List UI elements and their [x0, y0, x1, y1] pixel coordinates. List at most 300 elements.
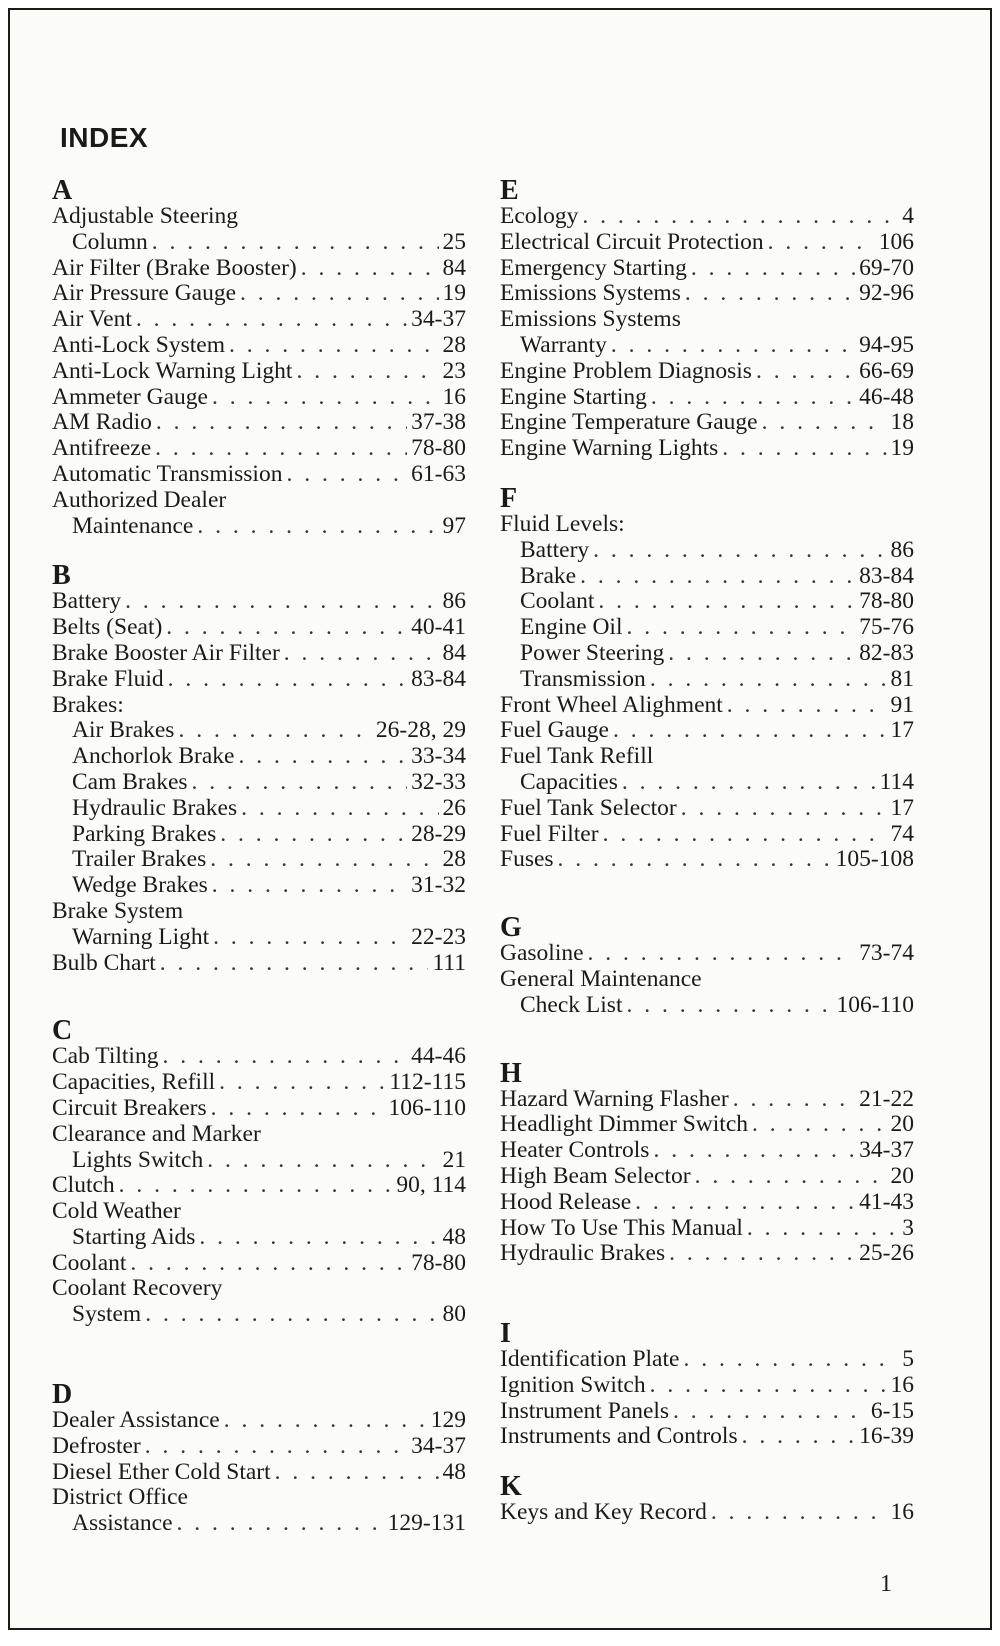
- index-entry: [500, 1087, 914, 1113]
- index-entry: [52, 899, 466, 925]
- entry-label: Column: [72, 228, 148, 255]
- leader-dots: [582, 204, 898, 230]
- section-letter: D: [52, 1379, 73, 1411]
- entry-page: 114: [879, 768, 914, 795]
- leader-dots: [622, 770, 876, 796]
- entry-label: Automatic Transmission: [52, 460, 283, 487]
- leader-dots: [669, 1241, 855, 1267]
- entry-label: Lights Switch: [72, 1146, 204, 1173]
- index-entry: [52, 1276, 466, 1302]
- index-section-i: [500, 1319, 914, 1450]
- index-entry: [52, 1096, 466, 1122]
- entry-page: 106-110: [388, 1094, 466, 1121]
- leader-dots: [296, 359, 438, 385]
- leader-dots: [650, 667, 887, 693]
- index-entry: [52, 1302, 466, 1328]
- entry-label: Brake: [520, 562, 577, 589]
- index-entry: [52, 204, 466, 230]
- entry-page: 21: [442, 1146, 466, 1173]
- entry-label: Anchorlok Brake: [72, 743, 235, 770]
- entry-page: 26: [442, 794, 466, 821]
- entry-page: 25: [442, 228, 466, 255]
- entry-label: Emergency Starting: [500, 254, 687, 281]
- entry-page: 80: [442, 1301, 466, 1328]
- leader-dots: [156, 410, 407, 436]
- entry-label: Fluid Levels:: [500, 510, 625, 537]
- leader-dots: [683, 1347, 898, 1373]
- entry-page: 75-76: [859, 614, 914, 641]
- entry-page: 84: [442, 254, 466, 281]
- entry-label: Parking Brakes: [72, 820, 217, 847]
- entry-label: Transmission: [520, 665, 646, 692]
- entry-label: Engine Starting: [500, 383, 647, 410]
- index-entry: [500, 718, 914, 744]
- index-entry: [500, 589, 914, 615]
- section-letter: B: [52, 560, 71, 592]
- index-entry: [52, 822, 466, 848]
- entry-page: 78-80: [411, 435, 466, 462]
- entry-page: 19: [890, 435, 914, 462]
- entry-label: Bulb Chart: [52, 949, 156, 976]
- entry-page: 18: [890, 409, 914, 436]
- index-entry: [52, 718, 466, 744]
- entry-label: Anti-Lock System: [52, 331, 225, 358]
- index-section-e: [500, 176, 914, 462]
- index-section-a: [52, 176, 466, 539]
- entry-label: Circuit Breakers: [52, 1094, 207, 1121]
- leader-dots: [653, 1138, 855, 1164]
- leader-dots: [593, 538, 886, 564]
- index-entry: [500, 385, 914, 411]
- entry-label: Air Vent: [52, 306, 132, 333]
- index-entry: [500, 307, 914, 333]
- index-entry: [52, 615, 466, 641]
- index-entry: [52, 1044, 466, 1070]
- entry-page: 28: [442, 331, 466, 358]
- leader-dots: [762, 410, 887, 436]
- index-entry: [52, 462, 466, 488]
- entry-page: 20: [890, 1111, 914, 1138]
- leader-dots: [178, 718, 371, 744]
- section-letter: F: [500, 482, 518, 514]
- leader-dots: [239, 744, 408, 770]
- index-entry: [52, 1251, 466, 1277]
- index-entry: [500, 1500, 914, 1526]
- entry-label: Fuses: [500, 846, 554, 873]
- entry-label: Fuel Filter: [500, 820, 599, 847]
- index-entry: [500, 512, 914, 538]
- entry-label: Brake Booster Air Filter: [52, 639, 280, 666]
- leader-dots: [145, 1302, 438, 1328]
- entry-label: Air Pressure Gauge: [52, 280, 237, 307]
- index-entry: [52, 925, 466, 951]
- index-entry: [52, 359, 466, 385]
- index-entry: [52, 693, 466, 719]
- index-entry: [52, 589, 466, 615]
- index-entry: [500, 359, 914, 385]
- index-entry: [52, 1173, 466, 1199]
- leader-dots: [155, 436, 407, 462]
- entry-label: AM Radio: [52, 409, 152, 436]
- leader-dots: [651, 385, 855, 411]
- section-letter: E: [500, 175, 519, 206]
- index-section-d: [52, 1380, 466, 1537]
- entry-page: 94-95: [859, 331, 914, 358]
- leader-dots: [722, 436, 886, 462]
- leader-dots: [125, 589, 438, 615]
- entry-page: 25-26: [859, 1240, 914, 1267]
- leader-dots: [145, 1434, 407, 1460]
- leader-dots: [241, 796, 438, 822]
- leader-dots: [650, 1373, 887, 1399]
- entry-page: 83-84: [411, 665, 466, 692]
- index-section-b: [52, 561, 466, 976]
- entry-label: Capacities: [520, 768, 618, 795]
- page-number: 1: [880, 1571, 892, 1597]
- entry-label: Brake Fluid: [52, 665, 164, 692]
- entry-label: Heater Controls: [500, 1137, 650, 1164]
- entry-label: Battery: [520, 536, 590, 563]
- entry-page: 86: [442, 588, 466, 615]
- entry-page: 34-37: [411, 306, 466, 333]
- entry-page: 28: [442, 846, 466, 873]
- entry-label: Identification Plate: [500, 1346, 680, 1373]
- entry-label: Coolant: [520, 588, 595, 615]
- entry-label: Ignition Switch: [500, 1371, 646, 1398]
- index-entry: [500, 281, 914, 307]
- index-entry: [500, 230, 914, 256]
- index-entry: [52, 1408, 466, 1434]
- index-entry: [52, 1225, 466, 1251]
- entry-label: Warning Light: [72, 923, 210, 950]
- index-section-h: [500, 1059, 914, 1268]
- leader-dots: [635, 1190, 855, 1216]
- leader-dots: [727, 693, 887, 719]
- entry-label: Adjustable Steering: [52, 203, 239, 229]
- index-entry: [52, 1148, 466, 1174]
- entry-page: 26-28, 29: [375, 717, 466, 744]
- index-entry: [500, 667, 914, 693]
- index-entry: [500, 256, 914, 282]
- leader-dots: [580, 564, 855, 590]
- entry-page: 83-84: [859, 562, 914, 589]
- index-entry: [52, 410, 466, 436]
- leader-dots: [220, 822, 407, 848]
- entry-page: 66-69: [859, 357, 914, 384]
- leader-dots: [613, 718, 887, 744]
- index-entry: [500, 822, 914, 848]
- leader-dots: [136, 307, 407, 333]
- index-entry: [52, 488, 466, 514]
- leader-dots: [673, 1399, 867, 1425]
- leader-dots: [681, 796, 887, 822]
- entry-page: 16: [890, 1371, 914, 1398]
- entry-label: Hood Release: [500, 1188, 632, 1215]
- leader-dots: [752, 1112, 886, 1138]
- entry-label: Anti-Lock Warning Light: [52, 357, 293, 384]
- index-section-c: [52, 1016, 466, 1328]
- leader-dots: [668, 641, 855, 667]
- leader-dots: [711, 1500, 887, 1526]
- entry-label: Hydraulic Brakes: [500, 1240, 666, 1267]
- leader-dots: [177, 1511, 384, 1537]
- entry-label: High Beam Selector: [500, 1162, 691, 1189]
- entry-label: General Maintenance: [500, 965, 702, 992]
- leader-dots: [733, 1087, 855, 1113]
- entry-page: 82-83: [859, 639, 914, 666]
- entry-label: Capacities, Refill: [52, 1069, 216, 1096]
- leader-dots: [166, 615, 407, 641]
- index-entry: [52, 667, 466, 693]
- index-entry: [500, 770, 914, 796]
- entry-label: Electrical Circuit Protection: [500, 228, 764, 255]
- entry-label: Diesel Ether Cold Start: [52, 1458, 271, 1485]
- entry-label: Fuel Tank Refill: [500, 743, 654, 770]
- entry-page: 111: [432, 949, 466, 976]
- entry-label: System: [72, 1301, 142, 1328]
- index-entry: [52, 256, 466, 282]
- section-letter: C: [52, 1015, 73, 1047]
- index-entry: [500, 796, 914, 822]
- entry-page: 48: [442, 1458, 466, 1485]
- page-title: INDEX: [60, 122, 149, 153]
- leader-dots: [284, 641, 439, 667]
- leader-dots: [212, 385, 439, 411]
- index-column-left: [52, 176, 466, 1537]
- index-entry: [52, 796, 466, 822]
- leader-dots: [210, 847, 438, 873]
- entry-page: 17: [890, 794, 914, 821]
- entry-label: Power Steering: [520, 639, 665, 666]
- entry-label: Cold Weather: [52, 1198, 181, 1225]
- index-entry: [500, 615, 914, 641]
- index-entry: [500, 1399, 914, 1425]
- index-entry: [52, 230, 466, 256]
- section-letter: G: [500, 912, 522, 944]
- entry-label: How To Use This Manual: [500, 1214, 743, 1241]
- entry-page: 106-110: [836, 991, 914, 1018]
- index-entry: [500, 693, 914, 719]
- entry-label: Dealer Assistance: [52, 1407, 220, 1434]
- entry-page: 69-70: [859, 254, 914, 281]
- entry-page: 78-80: [859, 588, 914, 615]
- leader-dots: [588, 941, 856, 967]
- leader-dots: [611, 333, 855, 359]
- index-entry: [52, 385, 466, 411]
- entry-label: Brake System: [52, 897, 184, 924]
- entry-label: Air Filter (Brake Booster): [52, 254, 297, 281]
- entry-label: Ammeter Gauge: [52, 383, 208, 410]
- entry-label: Coolant: [52, 1249, 127, 1276]
- leader-dots: [197, 514, 438, 540]
- entry-label: Authorized Dealer: [52, 486, 227, 513]
- index-entry: [500, 941, 914, 967]
- entry-page: 73-74: [859, 940, 914, 967]
- entry-label: Hydraulic Brakes: [72, 794, 238, 821]
- entry-page: 78-80: [411, 1249, 466, 1276]
- entry-page: 84: [442, 639, 466, 666]
- section-letter: H: [500, 1057, 522, 1089]
- entry-page: 74: [890, 820, 914, 847]
- leader-dots: [626, 993, 832, 1019]
- index-entry: [500, 1424, 914, 1450]
- entry-page: 33-34: [411, 743, 466, 770]
- entry-label: Engine Warning Lights: [500, 435, 719, 462]
- entry-label: Air Brakes: [72, 717, 175, 744]
- index-entry: [500, 436, 914, 462]
- entry-page: 44-46: [411, 1043, 466, 1070]
- index-entry: [52, 873, 466, 899]
- leader-dots: [168, 667, 408, 693]
- index-entry: [52, 281, 466, 307]
- entry-page: 40-41: [411, 614, 466, 641]
- entry-page: 6-15: [870, 1397, 914, 1424]
- entry-label: Battery: [52, 588, 122, 615]
- entry-page: 5: [902, 1346, 914, 1373]
- leader-dots: [598, 589, 855, 615]
- leader-dots: [192, 770, 408, 796]
- index-entry: [500, 641, 914, 667]
- index-entry: [500, 1241, 914, 1267]
- entry-label: Maintenance: [72, 512, 194, 539]
- index-entry: [52, 847, 466, 873]
- entry-page: 19: [442, 280, 466, 307]
- entry-page: 48: [442, 1223, 466, 1250]
- entry-page: 97: [442, 512, 466, 539]
- index-entry: [500, 410, 914, 436]
- entry-page: 81: [890, 665, 914, 692]
- index-entry: [52, 1070, 466, 1096]
- entry-label: Fuel Tank Selector: [500, 794, 677, 821]
- entry-label: District Office: [52, 1484, 188, 1511]
- entry-page: 21-22: [859, 1085, 914, 1112]
- leader-dots: [211, 1096, 385, 1122]
- leader-dots: [213, 925, 407, 951]
- entry-page: 129-131: [387, 1510, 466, 1537]
- entry-page: 17: [890, 717, 914, 744]
- entry-page: 41-43: [859, 1188, 914, 1215]
- section-letter: K: [500, 1471, 522, 1503]
- section-letter: A: [52, 175, 73, 206]
- leader-dots: [756, 359, 855, 385]
- leader-dots: [275, 1460, 439, 1486]
- section-letter: I: [500, 1318, 511, 1350]
- index-entry: [52, 1485, 466, 1511]
- index-section-f: [500, 484, 914, 873]
- entry-page: 16: [890, 1499, 914, 1526]
- leader-dots: [691, 256, 855, 282]
- index-entry: [52, 744, 466, 770]
- leader-dots: [224, 1408, 427, 1434]
- index-section-k: [500, 1472, 914, 1526]
- index-page: [8, 8, 992, 1630]
- entry-label: Starting Aids: [72, 1223, 196, 1250]
- index-entry: [500, 1190, 914, 1216]
- entry-label: Front Wheel Alighment: [500, 691, 723, 718]
- index-entry: [500, 967, 914, 993]
- leader-dots: [130, 1251, 407, 1277]
- index-entry: [500, 204, 914, 230]
- entry-page: 16: [442, 383, 466, 410]
- index-entry: [52, 770, 466, 796]
- entry-page: 112-115: [389, 1069, 466, 1096]
- entry-label: Hazard Warning Flasher: [500, 1085, 729, 1112]
- entry-page: 31-32: [411, 872, 466, 899]
- index-entry: [500, 1347, 914, 1373]
- index-entry: [52, 1199, 466, 1225]
- index-entry: [500, 1164, 914, 1190]
- leader-dots: [229, 333, 439, 359]
- entry-page: 92-96: [859, 280, 914, 307]
- entry-page: 16-39: [859, 1423, 914, 1450]
- entry-page: 34-37: [859, 1137, 914, 1164]
- entry-page: 61-63: [411, 460, 466, 487]
- index-entry: [500, 744, 914, 770]
- entry-label: Assistance: [72, 1510, 173, 1537]
- index-entry: [500, 847, 914, 873]
- entry-page: 129: [430, 1407, 466, 1434]
- entry-page: 34-37: [411, 1432, 466, 1459]
- entry-label: Gasoline: [500, 940, 584, 967]
- leader-dots: [301, 256, 439, 282]
- index-section-g: [500, 913, 914, 1018]
- index-column-right: [500, 176, 914, 1526]
- index-entry: [52, 333, 466, 359]
- index-entry: [52, 1460, 466, 1486]
- entry-page: 37-38: [411, 409, 466, 436]
- entry-page: 46-48: [859, 383, 914, 410]
- entry-label: Check List: [520, 991, 623, 1018]
- leader-dots: [626, 615, 855, 641]
- entry-label: Engine Problem Diagnosis: [500, 357, 752, 384]
- entry-label: Engine Oil: [520, 614, 623, 641]
- index-entry: [500, 1373, 914, 1399]
- leader-dots: [742, 1424, 856, 1450]
- entry-label: Cab Tilting: [52, 1043, 159, 1070]
- entry-label: Belts (Seat): [52, 614, 163, 641]
- entry-label: Instruments and Controls: [500, 1423, 738, 1450]
- index-entry: [52, 951, 466, 977]
- entry-page: 105-108: [835, 846, 914, 873]
- entry-page: 90, 114: [396, 1172, 466, 1199]
- entry-label: Clutch: [52, 1172, 115, 1199]
- index-entry: [52, 1122, 466, 1148]
- entry-page: 22-23: [411, 923, 466, 950]
- entry-label: Ecology: [500, 203, 579, 229]
- entry-page: 91: [890, 691, 914, 718]
- entry-label: Emissions Systems: [500, 306, 681, 333]
- leader-dots: [603, 822, 887, 848]
- index-entry: [500, 993, 914, 1019]
- index-entry: [52, 1511, 466, 1537]
- leader-dots: [768, 230, 875, 256]
- entry-label: Headlight Dimmer Switch: [500, 1111, 749, 1138]
- entry-label: Warranty: [520, 331, 607, 358]
- leader-dots: [558, 847, 832, 873]
- leader-dots: [240, 281, 438, 307]
- leader-dots: [207, 1148, 438, 1174]
- entry-page: 32-33: [411, 768, 466, 795]
- entry-page: 3: [902, 1214, 914, 1241]
- entry-label: Wedge Brakes: [72, 872, 208, 899]
- entry-page: 23: [442, 357, 466, 384]
- leader-dots: [119, 1173, 393, 1199]
- index-entry: [500, 1112, 914, 1138]
- entry-label: Cam Brakes: [72, 768, 188, 795]
- entry-label: Engine Temperature Gauge: [500, 409, 758, 436]
- index-entry: [500, 333, 914, 359]
- leader-dots: [152, 230, 439, 256]
